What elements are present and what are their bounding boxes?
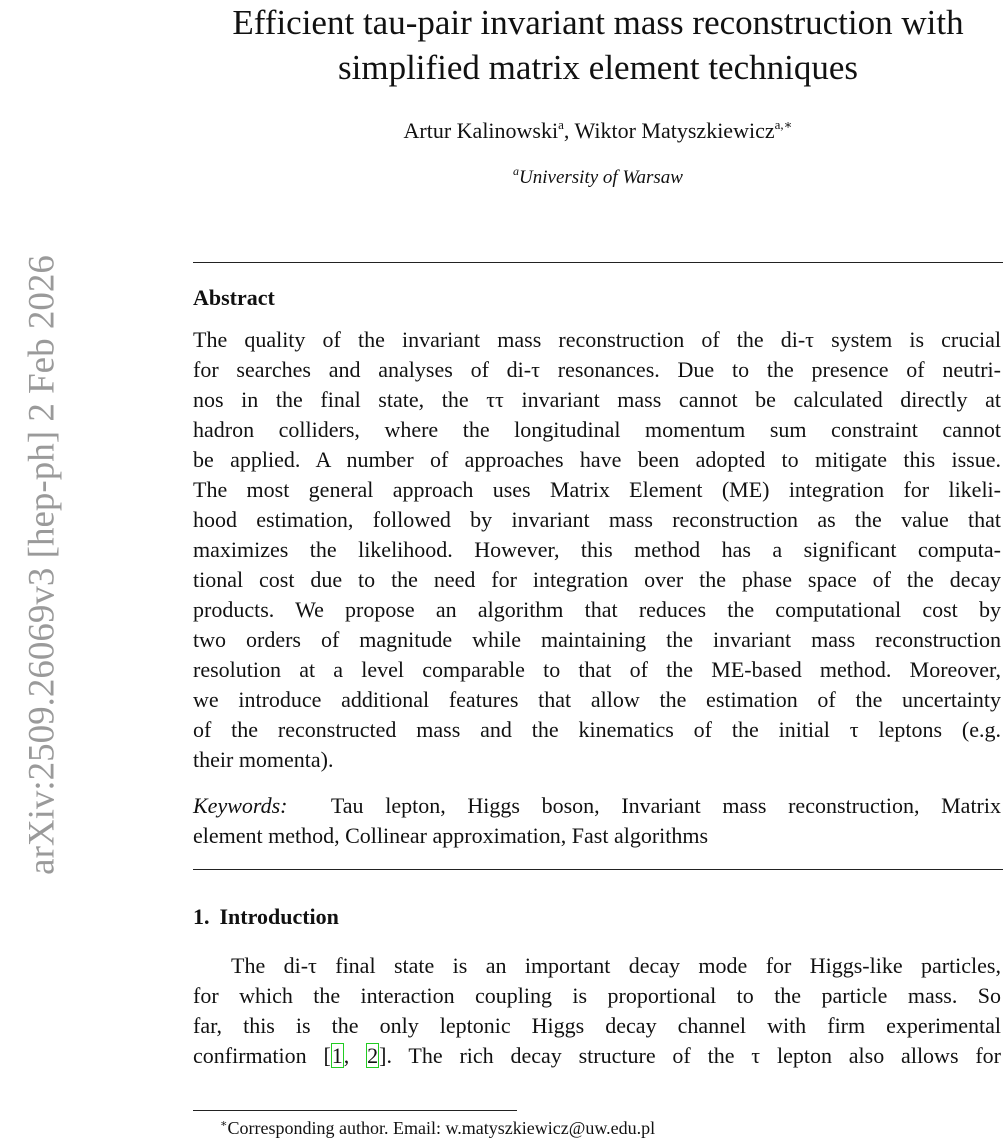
abstract-line: two orders of magnitude while maintaining the invariant mass reconstruction bbox=[193, 627, 1001, 652]
abstract-body bbox=[193, 325, 1001, 775]
title-line-2: simplified matrix element techniques bbox=[338, 48, 858, 87]
abstract-line: nos in the final state, the ττ invariant mass cannot be calculated directly at bbox=[193, 387, 1001, 412]
abstract-line: The quality of the invariant mass reconstruction of the di-τ system is crucial bbox=[193, 327, 1001, 352]
arxiv-identifier[interactable]: arXiv:2509.26069v3 [hep-ph] 2 Feb 2026 bbox=[21, 255, 63, 875]
abstract-line: for searches and analyses of di-τ resonances. Due to the presence of neutri- bbox=[193, 357, 1001, 382]
keywords-text-2: element method, Collinear approximation, Fast algorithms bbox=[193, 823, 709, 848]
intro-line-prefix: confirmation [ bbox=[193, 1043, 331, 1068]
abstract-line: their momenta). bbox=[193, 747, 334, 772]
citation-link-1[interactable]: 1 bbox=[331, 1043, 343, 1068]
footnote-text: Corresponding author. Email: bbox=[227, 1118, 446, 1138]
footnote-mark: ∗ bbox=[220, 1118, 228, 1130]
abstract-line: resolution at a level comparable to that of the ME-based method. Moreover, bbox=[193, 657, 1001, 682]
footnote bbox=[220, 1117, 655, 1139]
intro-line: The di-τ final state is an important decay mode for Higgs-like particles, bbox=[231, 953, 1001, 978]
author-affiliation-mark: a,∗ bbox=[774, 117, 793, 132]
author-name: Wiktor Matyszkiewicz bbox=[574, 118, 775, 143]
section-heading-introduction bbox=[193, 903, 339, 931]
intro-line: far, this is the only leptonic Higgs decay channel with firm experimental bbox=[193, 1013, 1001, 1038]
abstract-line: The most general approach uses Matrix Element (ME) integration for likeli- bbox=[193, 477, 1001, 502]
citation-link-2[interactable]: 2 bbox=[367, 1043, 379, 1068]
abstract-line: tional cost due to the need for integration over the phase space of the decay bbox=[193, 567, 1001, 592]
intro-line-suffix: ]. The rich decay structure of the τ lepton also allows for bbox=[379, 1043, 1001, 1068]
abstract-top-rule bbox=[193, 262, 1003, 263]
intro-line-with-citations bbox=[193, 1041, 1001, 1071]
keywords-label: Keywords: bbox=[193, 793, 288, 818]
abstract-bottom-rule bbox=[193, 869, 1003, 870]
intro-line: for which the interaction coupling is proportional to the particle mass. So bbox=[193, 983, 1001, 1008]
abstract-line: be applied. A number of approaches have been adopted to mitigate this issue. bbox=[193, 447, 1001, 472]
author-name: Artur Kalinowski bbox=[403, 118, 559, 143]
abstract-line: products. We propose an algorithm that reduces the computational cost by bbox=[193, 597, 1001, 622]
affiliation-mark: a bbox=[513, 164, 520, 178]
abstract-line: maximizes the likelihood. However, this method has a significant computa- bbox=[193, 537, 1001, 562]
abstract-line: we introduce additional features that allow the estimation of the uncertainty bbox=[193, 687, 1001, 712]
keywords bbox=[193, 791, 1001, 851]
section-title: Introduction bbox=[219, 904, 339, 929]
email-link[interactable]: w.matyszkiewicz@uw.edu.pl bbox=[445, 1118, 656, 1138]
abstract-heading: Abstract bbox=[193, 285, 275, 310]
title-line-1: Efficient tau-pair invariant mass reconstruction with bbox=[232, 3, 964, 42]
footnote-rule bbox=[193, 1110, 517, 1111]
introduction-body bbox=[193, 951, 1001, 1071]
affiliation bbox=[194, 166, 1002, 190]
abstract-line: hadron colliders, where the longitudinal momentum sum constraint cannot bbox=[193, 417, 1001, 442]
citation-separator: , bbox=[343, 1043, 367, 1068]
paper-title bbox=[194, 0, 1002, 90]
keywords-line-1 bbox=[193, 791, 1001, 821]
section-number: 1. bbox=[193, 904, 210, 929]
abstract-line: hood estimation, followed by invariant mass reconstruction as the value that bbox=[193, 507, 1001, 532]
abstract-line: of the reconstructed mass and the kinematics of the initial τ leptons (e.g. bbox=[193, 717, 1001, 742]
author-list: Artur Kalinowski$^a$, Wiktor Matyszkiewicz$^{a,∗}$ bbox=[403, 117, 793, 143]
keywords-text-1: Tau lepton, Higgs boson, Invariant mass reconstruction, Matrix bbox=[330, 793, 1001, 818]
author-affiliation-mark: a bbox=[558, 117, 564, 132]
affiliation-name: University of Warsaw bbox=[519, 167, 683, 188]
